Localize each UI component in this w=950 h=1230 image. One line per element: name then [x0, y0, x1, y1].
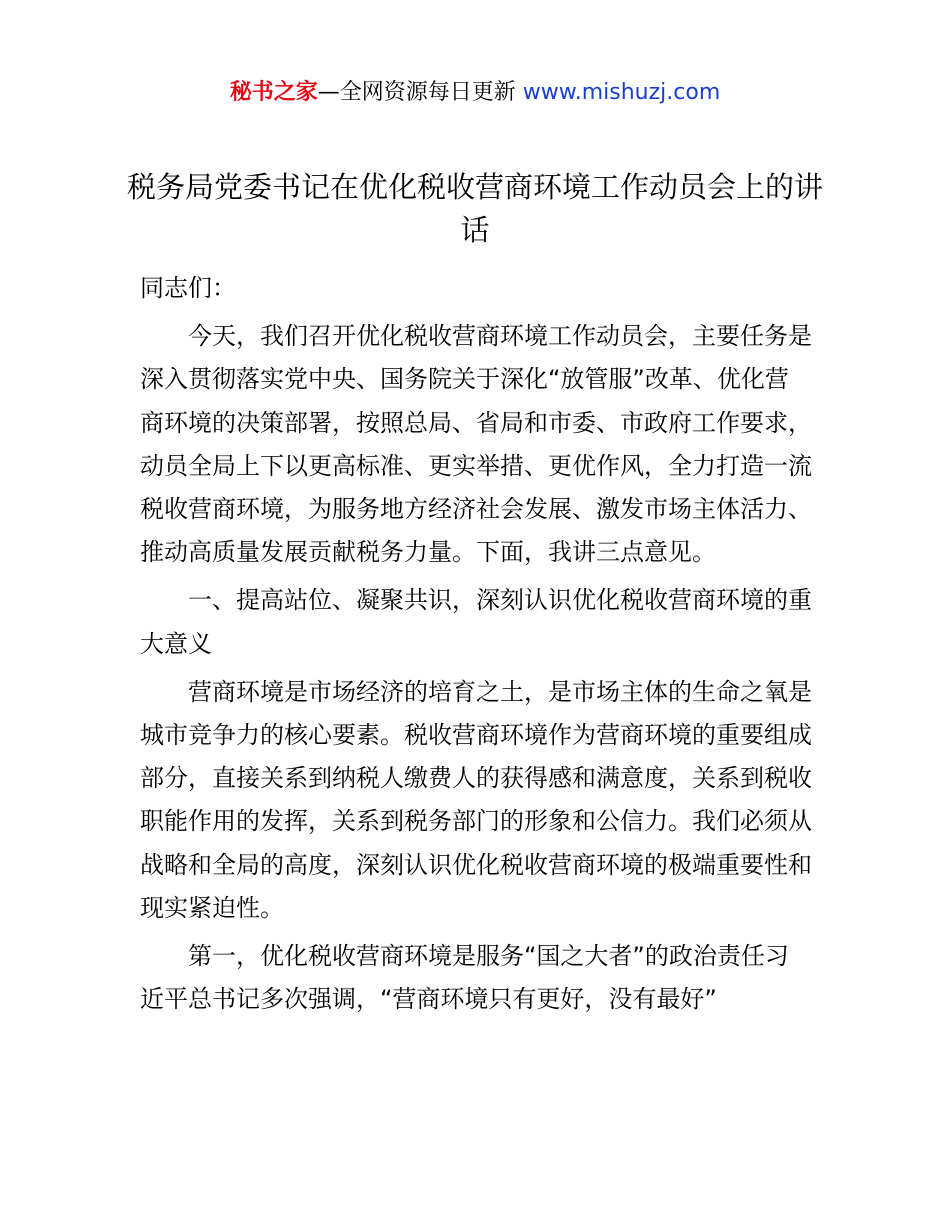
paragraph-business-environment: 营商环境是市场经济的培育之土，是市场主体的生命之氧是城市竞争力的核心要素。税收营商环境作为营商环境的重要组成部分，直接关系到纳税人缴费人的获得感和满意度，关系到税收职能作用的发挥，关系到税务部门的形象和公信力。我们必须从战略和全局的高度，深刻认识优化税收营商环境的极端重要性和现实紧迫性。	[140, 677, 812, 922]
paragraph-intro: 今天，我们召开优化税收营商环境工作动员会，主要任务是深入贯彻落实党中央、国务院关于深化“放管服”改革、优化营商环境的决策部署，按照总局、省局和市委、市政府工作要求，动员全局上下以更高标准、更实举措、更优作风，全力打造一流税收营商环境，为服务地方经济社会发展、激发市场主体活力、推动高质量发展贡献税务力量。下面，我讲三点意见。	[140, 322, 812, 567]
document-body	[140, 267, 812, 1021]
site-tagline: —全网资源每日更新	[317, 80, 523, 105]
paragraph-point-first: 第一，优化税收营商环境是服务“国之大者”的政治责任习近平总书记多次强调，“营商环境只有更好，没有最好”	[140, 942, 789, 1014]
document-title: 税务局党委书记在优化税收营商环境工作动员会上的讲话	[126, 170, 823, 247]
site-url-link[interactable]: www.mishuzj.com	[522, 80, 721, 105]
site-header	[0, 76, 950, 110]
section-heading-1: 一、提高站位、凝聚共识，深刻认识优化税收营商环境的重大意义	[140, 586, 812, 658]
salutation: 同志们：	[140, 274, 236, 302]
site-brand: 秘书之家	[229, 80, 318, 105]
